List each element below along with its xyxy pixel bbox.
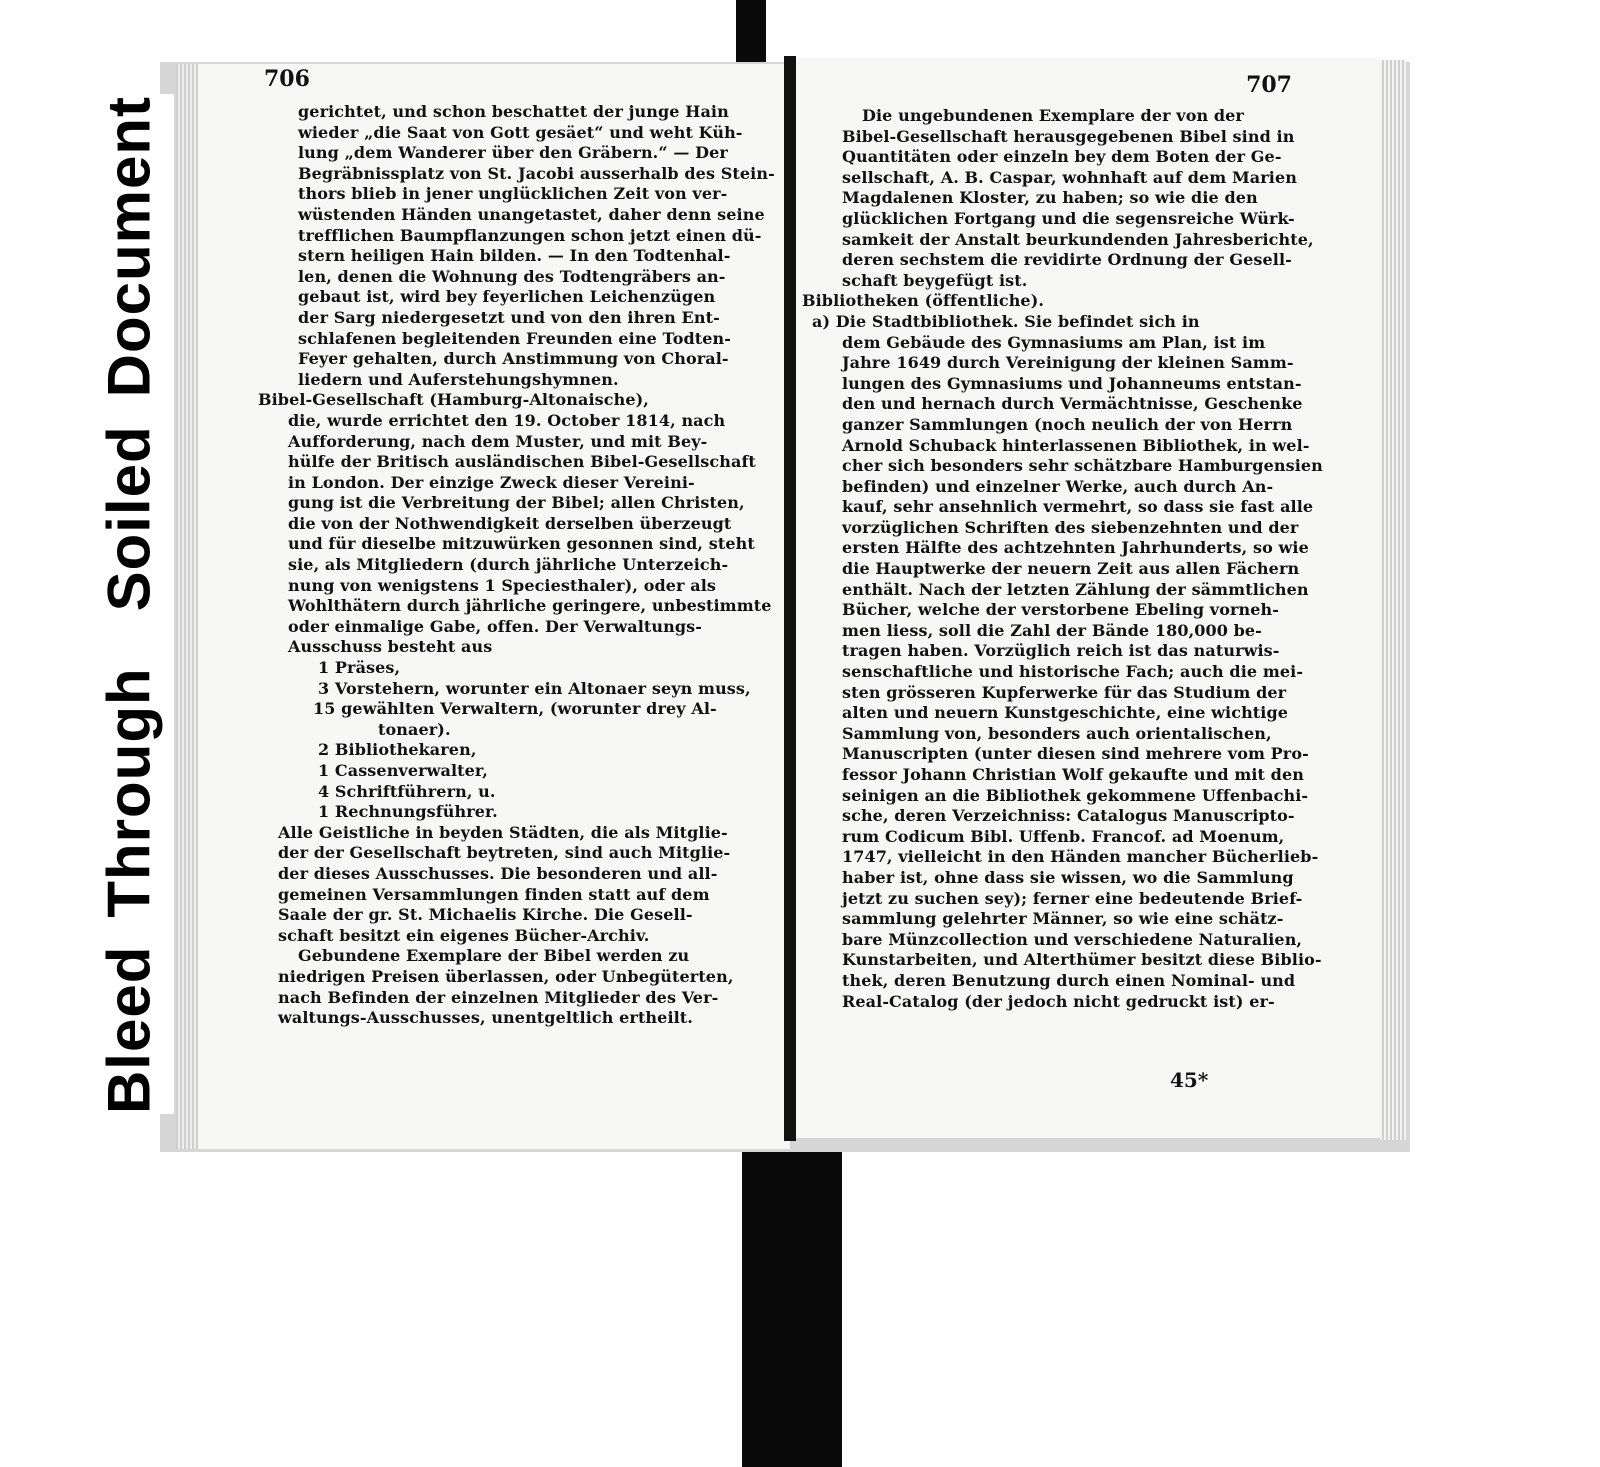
text-line: senschaftliche und historische Fach; auch die mei- (842, 662, 1304, 682)
text-line: jetzt zu suchen sey); ferner eine bedeutende Brief- (842, 888, 1303, 908)
text-line: tonaer). (378, 719, 451, 739)
text-line: bare Münzcollection und verschiedene Naturalien, (842, 929, 1303, 949)
text-line: Bibel-Gesellschaft herausgegebenen Bibel sind in (842, 126, 1295, 146)
text-line: niedrigen Preisen überlassen, oder Unbegüterten, (278, 966, 734, 986)
text-line: lungen des Gymnasiums und Johanneums entstan- (842, 373, 1302, 393)
text-line: Aufforderung, nach dem Muster, und mit Bey- (288, 431, 708, 451)
label-word-4: Document (95, 95, 163, 398)
text-line: kauf, sehr ansehnlich vermehrt, so dass sie fast alle (842, 497, 1314, 517)
text-line: Begräbnissplatz von St. Jacobi ausserhalb des Stein- (298, 163, 775, 183)
text-line: ganzer Sammlungen (noch neulich der von Herrn (842, 414, 1293, 434)
text-line: wüstenden Händen unangetastet, daher denn seine (298, 204, 765, 224)
text-line: Ausschuss besteht aus (288, 637, 493, 657)
text-line: der dieses Ausschusses. Die besonderen und all- (278, 863, 718, 883)
text-line: liedern und Auferstehungshymnen. (298, 369, 619, 389)
text-line: schaft beygefügt ist. (842, 270, 1028, 290)
text-line: sammlung gelehrter Männer, so wie eine schätz- (842, 909, 1284, 929)
text-line: ersten Hälfte des achtzehnten Jahrhunderts, so wie (842, 538, 1309, 558)
text-line: len, denen die Wohnung des Todtengräbers an- (298, 266, 726, 286)
text-line: trefflichen Baumpflanzungen schon jetzt einen dü- (298, 225, 762, 245)
text-line: in London. Der einzige Zweck dieser Vereini- (288, 472, 695, 492)
text-line: samkeit der Anstalt beurkundenden Jahresberichte, (842, 229, 1314, 249)
gutter-strip-bottom (742, 1135, 842, 1467)
text-line: Bibliotheken (öffentliche). (802, 291, 1045, 311)
text-line: Manuscripten (unter diesen sind mehrere vom Pro- (842, 744, 1309, 764)
text-line: seinigen an die Bibliothek gekommene Uffenbachi- (842, 785, 1309, 805)
right-page-text (802, 106, 1322, 1012)
text-line: 1 Cassenverwalter, (318, 761, 488, 780)
right-page-number: 707 (1246, 72, 1292, 98)
text-line: 1747, vielleicht in den Händen mancher Bücherlieb- (842, 847, 1319, 867)
text-line: glücklichen Fortgang und die segensreiche Würk- (842, 208, 1295, 228)
quality-label (95, 96, 164, 1114)
text-line: die Hauptwerke der neuern Zeit aus allen Fächern (842, 559, 1300, 579)
text-line: haber ist, ohne dass sie wissen, wo die Sammlung (842, 867, 1294, 887)
label-word-3: Soiled (95, 425, 163, 612)
text-line: sten grösseren Kupferwerke für das Studium der (842, 682, 1287, 702)
text-line: gemeinen Versammlungen finden statt auf dem (278, 884, 710, 904)
text-line: Gebundene Exemplare der Bibel werden zu (298, 946, 690, 966)
text-line: deren sechstem die revidirte Ordnung der Gesell- (842, 250, 1292, 270)
left-page-number: 706 (264, 66, 310, 92)
text-line: Saale der gr. St. Michaelis Kirche. Die Gesell- (278, 905, 693, 925)
text-line: cher sich besonders sehr schätzbare Hamburgensien (842, 456, 1323, 476)
text-line: der Sarg niedergesetzt und von den ihren Ent- (298, 307, 720, 327)
text-line: sie, als Mitgliedern (durch jährliche Unterzeich- (288, 555, 729, 575)
text-line: und für dieselbe mitzuwürken gesonnen sind, steht (288, 534, 755, 554)
text-line: die, wurde errichtet den 19. October 1814, nach (288, 410, 726, 430)
text-line: hülfe der Britisch ausländischen Bibel-Gesellschaft (288, 452, 756, 472)
text-line: die von der Nothwendigkeit derselben überzeugt (288, 513, 732, 533)
text-line: tragen haben. Vorzüglich reich ist das naturwis- (842, 641, 1280, 661)
text-line: enthält. Nach der letzten Zählung der sämmtlichen (842, 579, 1309, 599)
text-line: 1 Rechnungsführer. (318, 802, 498, 822)
page-edges-left (176, 64, 198, 1149)
page-edges-right (1378, 60, 1406, 1140)
text-line: Sammlung von, besonders auch orientalischen, (842, 723, 1272, 743)
text-line: a) Die Stadtbibliothek. Sie befindet sich in (812, 311, 1200, 331)
text-line: Arnold Schuback hinterlassenen Bibliothek, in wel- (842, 435, 1310, 455)
text-line: Wohlthätern durch jährliche geringere, unbestimmte (288, 596, 772, 616)
text-line: 2 Bibliothekaren, (318, 740, 477, 760)
text-line: nach Befinden der einzelnen Mitglieder des Ver- (278, 987, 719, 1007)
text-line: alten und neuern Kunstgeschichte, eine wichtige (842, 703, 1289, 723)
text-line: Bücher, welche der verstorbene Ebeling vorneh- (842, 600, 1279, 620)
text-line: men liess, soll die Zahl der Bände 180,000 be- (842, 620, 1262, 640)
text-line: der der Gesellschaft beytreten, sind auch Mitglie- (278, 843, 731, 863)
text-line: rum Codicum Bibl. Uffenb. Francof. ad Moenum, (842, 826, 1285, 846)
right-page (792, 58, 1380, 1138)
label-word-1: Bleed (95, 945, 163, 1115)
text-line: nung von wenigstens 1 Speciesthaler), oder als (288, 575, 716, 595)
text-line: stern heiligen Hain bilden. — In den Todtenhal- (298, 246, 731, 266)
text-line: oder einmalige Gabe, offen. Der Verwaltungs- (288, 616, 702, 636)
text-line: 15 gewählten Verwaltern, (worunter drey Al- (313, 699, 717, 719)
text-line: befinden) und einzelner Werke, auch durch An- (842, 476, 1274, 496)
text-line: Magdalenen Kloster, zu haben; so wie die den (842, 188, 1258, 208)
text-line: gung ist die Verbreitung der Bibel; allen Christen, (288, 493, 745, 513)
text-line: sellschaft, A. B. Caspar, wohnhaft auf dem Marien (842, 167, 1297, 187)
text-line: thek, deren Benutzung durch einen Nominal- und (842, 970, 1296, 990)
gutter-strip-top (736, 0, 766, 62)
text-line: dem Gebäude des Gymnasiums am Plan, ist im (842, 332, 1266, 352)
text-line: schaft besitzt ein eigenes Bücher-Archiv. (278, 925, 650, 945)
text-line: 4 Schriftführern, u. (318, 781, 496, 801)
text-line: Quantitäten oder einzeln bey dem Boten der Ge- (842, 147, 1282, 167)
text-line: 1 Präses, (318, 658, 401, 678)
text-line: wieder „die Saat von Gott gesäet“ und weht Küh- (298, 122, 743, 142)
text-line: Real-Catalog (der jedoch nicht gedruckt ist) er- (842, 991, 1275, 1011)
text-line: waltungs-Ausschusses, unentgeltlich ertheilt. (278, 1008, 693, 1028)
text-line: 3 Vorstehern, worunter ein Altonaer seyn muss, (318, 678, 751, 698)
text-line: Jahre 1649 durch Vereinigung der kleinen Samm- (842, 353, 1294, 373)
text-line: gerichtet, und schon beschattet der junge Hain (298, 102, 729, 121)
text-line: thors blieb in jener unglücklichen Zeit von ver- (298, 184, 728, 204)
text-line: Bibel-Gesellschaft (Hamburg-Altonaische), (258, 390, 649, 410)
signature-mark: 45* (1170, 1068, 1209, 1092)
text-line: gebaut ist, wird bey feyerlichen Leichenzügen (298, 287, 716, 307)
text-line: Die ungebundenen Exemplare der von der (862, 106, 1244, 125)
text-line: Feyer gehalten, durch Anstimmung von Choral- (298, 349, 729, 369)
text-line: sche, deren Verzeichniss: Catalogus Manuscripto- (842, 806, 1295, 826)
text-line: vorzüglichen Schriften des siebenzehnten und der (842, 517, 1299, 537)
left-page-text (258, 102, 778, 1029)
book-spine (784, 56, 796, 1141)
text-line: den und hernach durch Vermächtnisse, Geschenke (842, 394, 1303, 414)
left-page (198, 64, 790, 1149)
text-line: Kunstarbeiten, und Alterthümer besitzt diese Biblio- (842, 950, 1322, 970)
label-word-2: Through (95, 667, 163, 918)
text-line: schlafenen begleitenden Freunden eine Todten- (298, 328, 732, 348)
text-line: Alle Geistliche in beyden Städten, die als Mitglie- (278, 822, 728, 842)
text-line: lung „dem Wanderer über den Gräbern.“ — Der (298, 143, 728, 163)
text-line: fessor Johann Christian Wolf gekaufte und mit den (842, 765, 1304, 784)
